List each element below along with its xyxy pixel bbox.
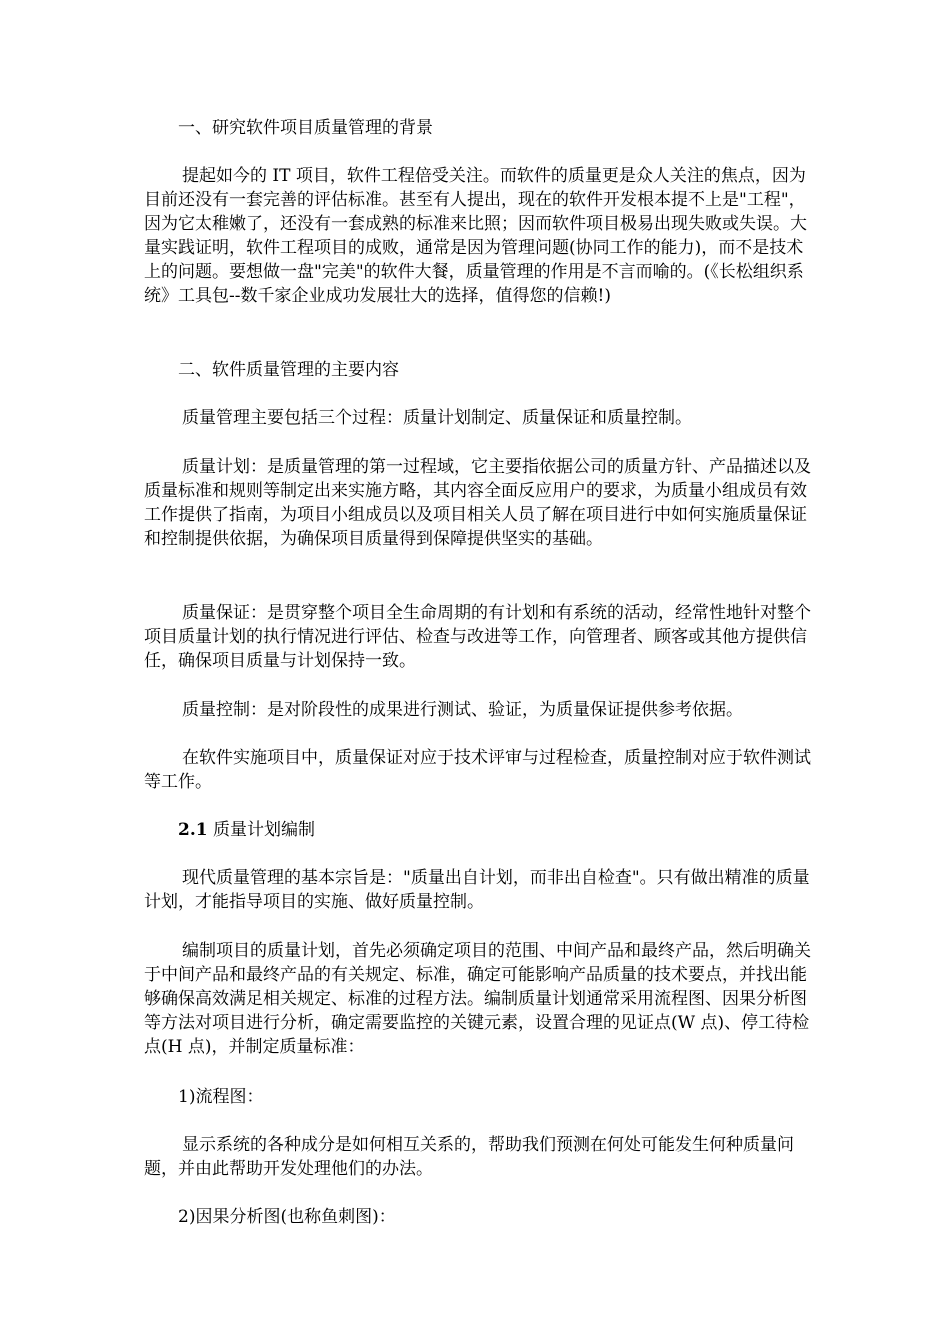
paragraph-quality-planning: 质量计划：是质量管理的第一过程域，它主要指依据公司的质量方针、产品描述以及质量标准和规则等制定出来实施方略，其内容全面反应用户的要求，为质量小组成员有效工作提供了指南，为项目小组成员以及项目相关人员了解在项目进行中如何实施质量保证和控制提供依据，为确保项目质量得到保障提供坚实的基础。 [144,457,811,549]
paragraph-planning-method: 编制项目的质量计划，首先必须确定项目的范围、中间产品和最终产品，然后明确关于中间产品和最终产品的有关规定、标准，确定可能影响产品质量的技术要点，并找出能够确保高效满足相关规定、标准的过程方法。编制质量计划通常采用流程图、因果分析图等方法对项目进行分析，确定需要监控的关键元素，设置合理的见证点(W 点)、停工待检点(H 点)，并制定质量标准： [144,941,811,1057]
paragraph-planning-principle: 现代质量管理的基本宗旨是："质量出自计划，而非出自检查"。只有做出精准的质量计划，才能指导项目的实施、做好质量控制。 [144,868,810,912]
subsection-heading-planning [178,818,808,842]
subsection-title: 质量计划编制 [207,820,315,840]
paragraph-implementation: 在软件实施项目中，质量保证对应于技术评审与过程检查，质量控制对应于软件测试等工作。 [144,748,811,792]
paragraph-three-processes: 质量管理主要包括三个过程：质量计划制定、质量保证和质量控制。 [182,408,692,428]
list-heading-flowchart: 1)流程图： [178,1087,264,1107]
paragraph-quality-assurance: 质量保证：是贯穿整个项目全生命周期的有计划和有系统的活动，经常性地针对整个项目质量计划的执行情况进行评估、检查与改进等工作，向管理者、顾客或其他方提供信任，确保项目质量与计划保持一致。 [144,603,811,671]
subsection-number: 2.1 [178,820,208,840]
paragraph-flowchart: 显示系统的各种成分是如何相互关系的，帮助我们预测在何处可能发生何种质量问题，并由此帮助开发处理他们的办法。 [144,1135,794,1179]
paragraph-quality-control: 质量控制：是对阶段性的成果进行测试、验证，为质量保证提供参考依据。 [182,700,743,720]
paragraph-background: 提起如今的 IT 项目，软件工程倍受关注。而软件的质量更是众人关注的焦点，因为目前还没有一套完善的评估标准。甚至有人提出，现在的软件开发根本提不上是"工程"，因为它太稚嫩了，还没有一套成熟的标准来比照；因而软件项目极易出现失败或失误。大量实践证明，软件工程项目的成败，通常是因为管理问题(协同工作的能力)，而不是技术上的问题。要想做一盘"完美"的软件大餐，质量管理的作用是不言而喻的。(《长松组织系统》工具包--数千家企业成功发展壮大的选择，值得您的信赖!) [144,166,807,306]
list-heading-fishbone: 2)因果分析图(也称鱼刺图)： [178,1207,396,1227]
section-heading-main-content: 二、软件质量管理的主要内容 [178,360,399,380]
section-heading-background: 一、研究软件项目质量管理的背景 [178,118,433,138]
